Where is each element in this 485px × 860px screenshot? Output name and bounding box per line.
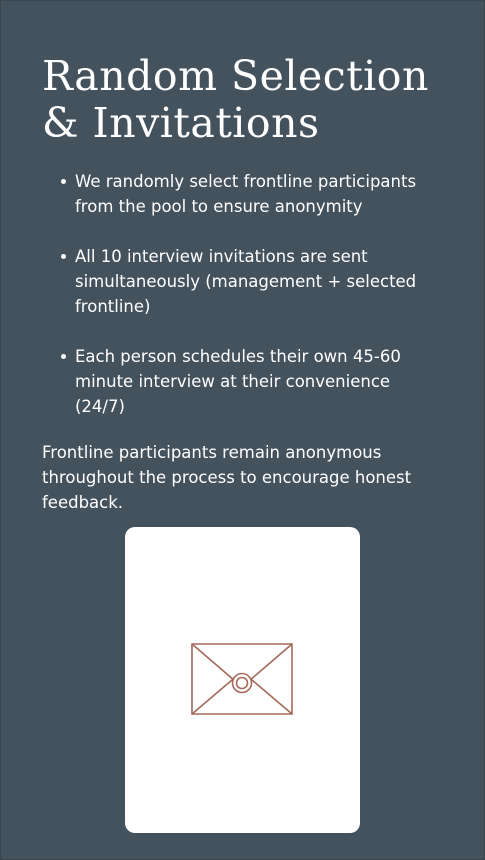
bullet-list [75,169,435,444]
bullet-item: All 10 interview invitations are sent simultaneously (management + selected frontline) [75,244,435,319]
bullet-item: Each person schedules their own 45-60 minute interview at their convenience (24/7) [75,344,435,419]
envelope-icon [191,643,293,715]
slide-title: Random Selection & Invitations [42,52,429,147]
bullet-item: We randomly select frontline participants from the pool to ensure anonymity [75,169,435,219]
anonymity-note: Frontline participants remain anonymous throughout the process to encourage honest feedback. [42,443,412,512]
illustration-card [125,527,360,833]
